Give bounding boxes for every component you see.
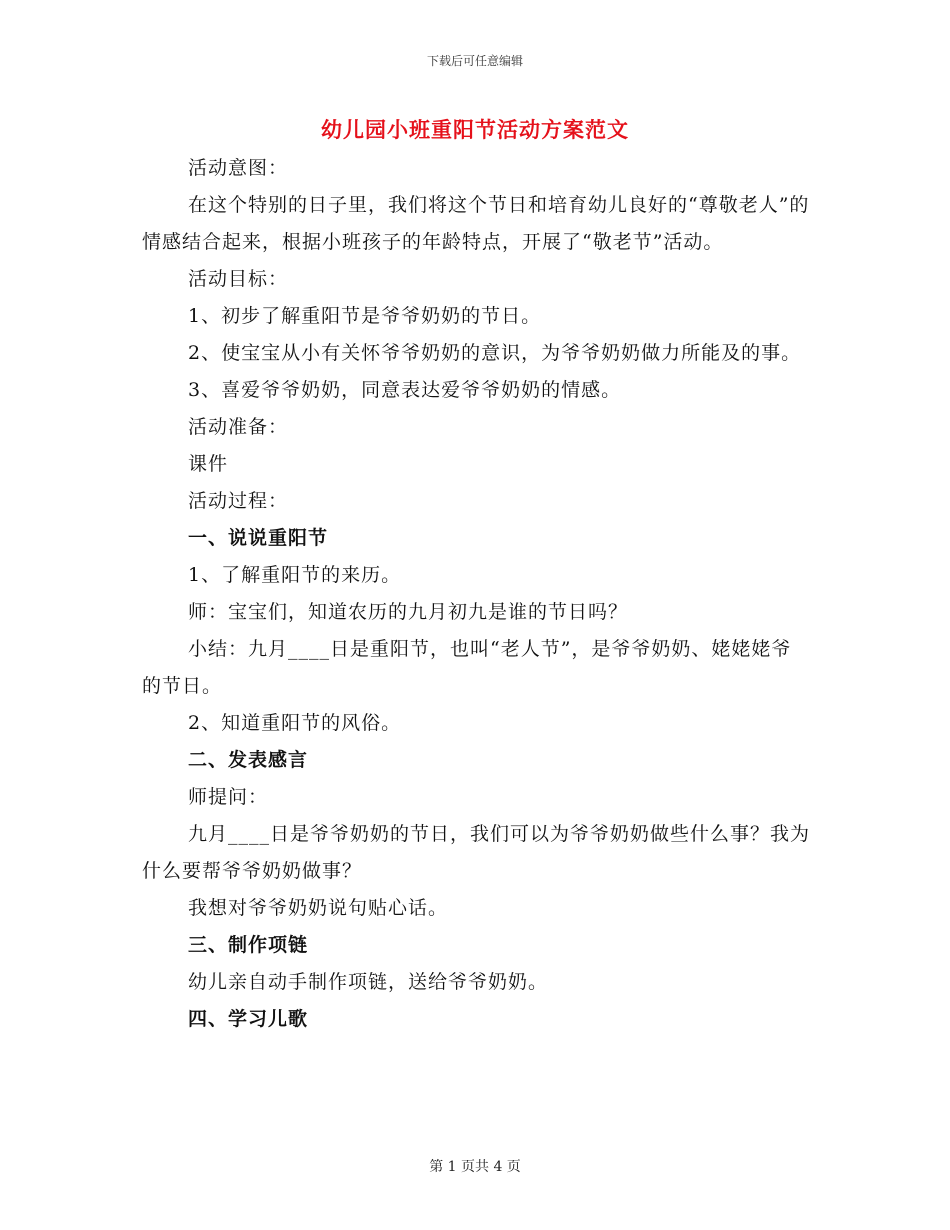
- paragraph: 活动准备：: [188, 416, 289, 438]
- paragraph: 1、初步了解重阳节是爷爷奶奶的节日。: [188, 305, 542, 327]
- paragraph: 九月____日是爷爷奶奶的节日，我们可以为爷爷奶奶做些什么事？我为什么要帮爷爷奶奶做事？: [142, 823, 811, 882]
- document-title: 幼儿园小班重阳节活动方案范文: [321, 117, 629, 142]
- paragraph: 我想对爷爷奶奶说句贴心话。: [188, 897, 449, 919]
- paragraph: 2、知道重阳节的风俗。: [188, 712, 402, 734]
- paragraph: 小结：九月____日是重阳节，也叫“老人节”，是爷爷奶奶、姥姥姥爷的节日。: [142, 638, 792, 697]
- paragraph: 1、了解重阳节的来历。: [188, 564, 402, 586]
- section-heading: 三、制作项链: [188, 934, 309, 956]
- paragraph: 2、使宝宝从小有关怀爷爷奶奶的意识，为爷爷奶奶做力所能及的事。: [188, 342, 802, 364]
- paragraph: 活动目标：: [188, 268, 289, 290]
- paragraph: 在这个特别的日子里，我们将这个节日和培育幼儿良好的“尊敬老人”的情感结合起来，根据小班孩子的年龄特点，开展了“敬老节”活动。: [142, 194, 810, 253]
- section-heading: 一、说说重阳节: [188, 527, 329, 549]
- document-body: [142, 150, 810, 1038]
- section-heading: 二、发表感言: [188, 749, 309, 771]
- section-heading: 四、学习儿歌: [188, 1008, 309, 1030]
- paragraph: 师提问：: [188, 786, 269, 808]
- paragraph: 3、喜爱爷爷奶奶，同意表达爱爷爷奶奶的情感。: [188, 379, 622, 401]
- paragraph: 活动过程：: [188, 490, 289, 512]
- paragraph: 师：宝宝们，知道农历的九月初九是谁的节日吗？: [188, 601, 629, 623]
- paragraph: 幼儿亲自动手制作项链，送给爷爷奶奶。: [188, 971, 549, 993]
- page-header: 下载后可任意编辑: [426, 54, 523, 68]
- paragraph: 课件: [188, 453, 229, 475]
- page-footer: 第 1 页共 4 页: [429, 1159, 521, 1175]
- paragraph: 活动意图：: [188, 157, 289, 179]
